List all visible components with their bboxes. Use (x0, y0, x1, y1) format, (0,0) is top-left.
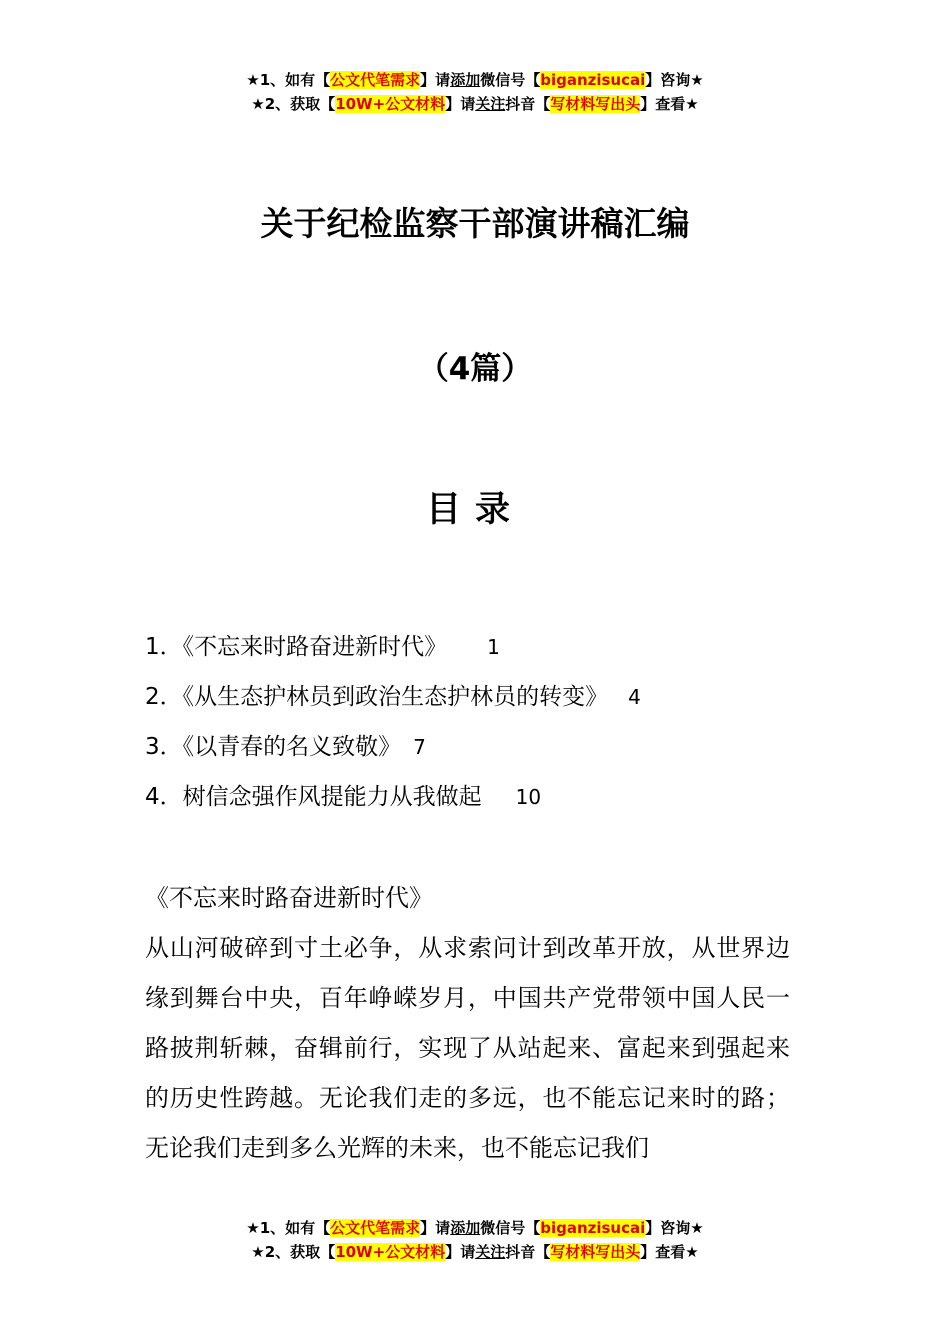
promo-text: 】咨询★ (645, 1219, 704, 1237)
promo-line-1 (0, 68, 950, 92)
toc-item[interactable] (145, 626, 845, 676)
document-title: 关于纪检监察干部演讲稿汇编 (260, 204, 690, 243)
promo-text: ★2、获取【 (251, 95, 336, 113)
promo-highlight: biganzisucai (540, 1219, 646, 1237)
promo-highlight: 10W+公文材料 (335, 1243, 446, 1261)
toc-item[interactable] (145, 676, 845, 726)
toc-heading: 目录 (425, 490, 524, 530)
promo-highlight: 写材料写出头 (550, 1243, 641, 1261)
promo-text: 】请 (420, 71, 451, 89)
toc-item[interactable] (145, 726, 845, 776)
toc-item[interactable] (145, 776, 845, 826)
promo-text: 】请 (445, 95, 476, 113)
promo-text: ★1、如有【 (246, 71, 331, 89)
promo-text: 】请 (445, 1243, 476, 1261)
promo-text: 抖音【 (505, 1243, 551, 1261)
promo-text: 】查看★ (640, 95, 699, 113)
promo-underline: 添加 (450, 71, 481, 89)
promo-text: 】请 (420, 1219, 451, 1237)
promo-text: ★1、如有【 (246, 1219, 331, 1237)
promo-underline: 关注 (475, 95, 506, 113)
promo-line-2 (0, 1240, 950, 1264)
promo-underline: 关注 (475, 1243, 506, 1261)
toc-item-text: 1．《不忘来时路奋进新时代》 (145, 634, 448, 660)
promo-banner-bottom (0, 1216, 950, 1264)
toc-item-text: 4．树信念强作风提能力从我做起 (145, 784, 482, 810)
promo-line-1 (0, 1216, 950, 1240)
promo-text: 微信号【 (480, 1219, 541, 1237)
toc-item-page: 7 (413, 735, 426, 759)
promo-text: 】咨询★ (645, 71, 704, 89)
promo-text: 】查看★ (640, 1243, 699, 1261)
toc-item-page: 1 (487, 635, 500, 659)
table-of-contents (145, 626, 845, 826)
toc-item-page: 10 (515, 785, 542, 809)
article-heading: 《不忘来时路奋进新时代》 (145, 884, 433, 912)
toc-item-text: 3．《以青春的名义致敬》 (145, 734, 402, 760)
promo-highlight: 写材料写出头 (550, 95, 641, 113)
promo-text: 微信号【 (480, 71, 541, 89)
article-body (145, 873, 790, 1173)
promo-highlight: 公文代笔需求 (330, 71, 421, 89)
promo-line-2 (0, 92, 950, 116)
promo-banner-top (0, 68, 950, 116)
toc-item-page: 4 (628, 685, 641, 709)
toc-item-text: 2．《从生态护林员到政治生态护林员的转变》 (145, 684, 609, 710)
promo-highlight: 10W+公文材料 (335, 95, 446, 113)
promo-underline: 添加 (450, 1219, 481, 1237)
promo-highlight: biganzisucai (540, 71, 646, 89)
article-paragraph: 从山河破碎到寸土必争，从求索问计到改革开放，从世界边缘到舞台中央，百年峥嵘岁月，中国共产党带领中国人民一路披荆斩棘，奋辑前行，实现了从站起来、富起来到强起来的历史性跨越。无论我们走的多远，也不能忘记来时的路；无论我们走到多么光辉的未来，也不能忘记我们 (145, 934, 790, 1162)
promo-text: 抖音【 (505, 95, 551, 113)
promo-highlight: 公文代笔需求 (330, 1219, 421, 1237)
promo-text: ★2、获取【 (251, 1243, 336, 1261)
document-subtitle: （4篇） (417, 351, 533, 387)
